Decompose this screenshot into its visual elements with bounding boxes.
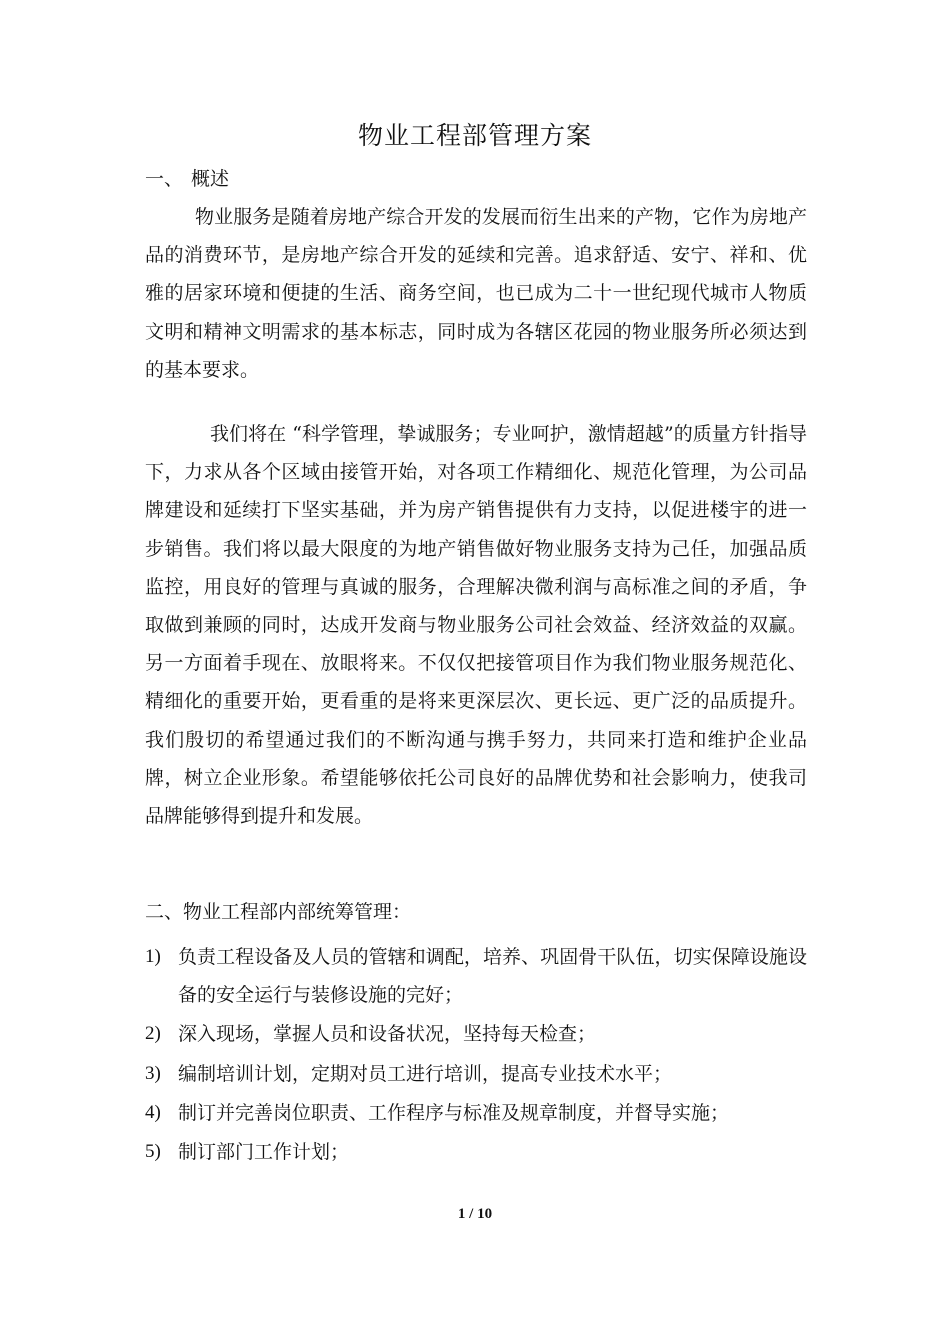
list-item-text: 编制培训计划，定期对员工进行培训，提高专业技术水平； (178, 1062, 673, 1085)
list-item (145, 938, 807, 1014)
list-item-number: 5) (145, 1141, 161, 1163)
list-item (145, 1015, 807, 1053)
section-heading-internal-management: 二、物业工程部内部统筹管理： (145, 901, 412, 923)
section-heading-overview (145, 167, 229, 191)
list-item-text: 制订并完善岗位职责、工作程序与标准及规章制度，并督导实施； (178, 1101, 730, 1124)
list-item-number: 3) (145, 1062, 161, 1084)
list-item (145, 1094, 807, 1132)
list-item-number: 1) (145, 946, 161, 967)
list-item-number: 2) (145, 1023, 161, 1045)
section-number: 一、 (145, 168, 184, 190)
paragraph: 我们将在 “科学管理，挚诚服务；专业呵护，激情超越”的质量方针指导下，力求从各个区域由接管开始，对各项工作精细化、规范化管理，为公司品牌建设和延续打下坚实基础，并为房产销售提供有力支持，以促进楼宇的进一步销售。我们将以最大限度的为地产销售做好物业服务支持为己任，加强品质监控，用良好的管理与真诚的服务，合理解决微利润与高标准之间的矛盾，争取做到兼顾的同时，达成开发商与物业服务公司社会效益、经济效益的双赢。另一方面着手现在、放眼将来。不仅仅把接管项目作为我们物业服务规范化、精细化的重要开始，更看重的是将来更深层次、更长远、更广泛的品质提升。我们殷切的希望通过我们的不断沟通与携手努力，共同来打造和维护企业品牌，树立企业形象。希望能够依托公司良好的品牌优势和社会影响力，使我司品牌能够得到提升和发展。 (145, 423, 807, 828)
list-item-text: 负责工程设备及人员的管辖和调配，培养、巩固骨干队伍，切实保障设施设备的安全运行与装修设施的完好； (178, 946, 807, 1007)
list-item (145, 1133, 807, 1171)
page-number: 1 / 10 (457, 1206, 493, 1222)
list-item (145, 1055, 807, 1093)
document-title: 物业工程部管理方案 (357, 121, 592, 150)
section-title: 概述 (191, 168, 230, 190)
list-item-text: 制订部门工作计划； (178, 1141, 350, 1164)
list-item-text: 深入现场，掌握人员和设备状况，坚持每天检查； (178, 1023, 597, 1046)
numbered-list (145, 938, 807, 1172)
list-item-number: 4) (145, 1101, 161, 1123)
paragraph: 物业服务是随着房地产综合开发的发展而衍生出来的产物，它作为房地产品的消费环节，是房地产综合开发的延续和完善。追求舒适、安宁、祥和、优雅的居家环境和便捷的生活、商务空间，也已成为二十一世纪现代城市人物质文明和精神文明需求的基本标志，同时成为各辖区花园的物业服务所必须达到的基本要求。 (145, 206, 807, 381)
